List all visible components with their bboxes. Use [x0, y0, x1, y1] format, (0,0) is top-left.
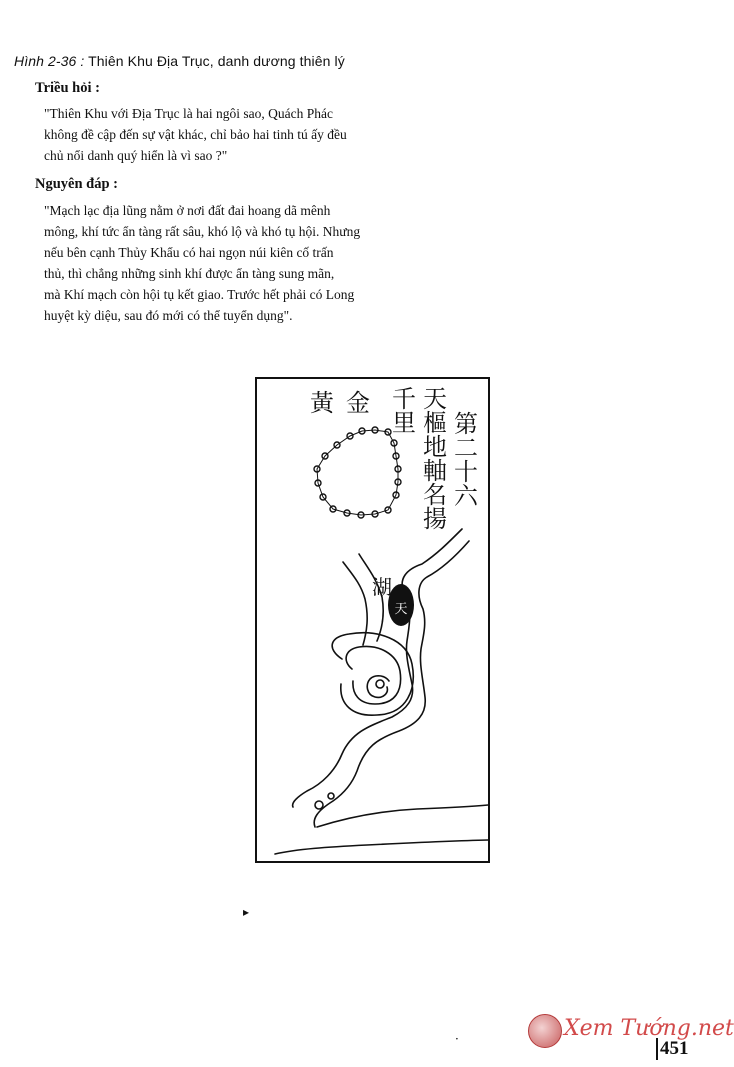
- cjk-char: 樞: [423, 409, 447, 437]
- watermark-text: Xem Tướng.net: [564, 1016, 734, 1041]
- lake-label: 湖: [372, 575, 392, 599]
- cjk-char: 天: [423, 385, 447, 413]
- cjk-char: 第: [454, 410, 478, 438]
- cjk-column-1: [453, 412, 479, 508]
- answer-line: nếu bên cạnh Thủy Khẩu có hai ngọn núi kiên cố trấn: [44, 245, 334, 260]
- cjk-char: 名: [423, 481, 447, 509]
- cjk-char: 軸: [423, 457, 447, 485]
- page-number: 451: [656, 1038, 689, 1060]
- answer-paragraph: [44, 200, 424, 326]
- answer-line: mà Khí mạch còn hội tụ kết giao. Trước hết phải có Long: [44, 287, 355, 302]
- cjk-char: 千: [392, 385, 416, 413]
- cjk-column-5: [309, 391, 335, 415]
- feng-shui-diagram: [255, 377, 490, 863]
- cjk-char: 六: [454, 482, 478, 510]
- ink-speck: ·: [455, 1032, 459, 1046]
- oval-label: 天: [394, 602, 408, 617]
- question-paragraph: [44, 103, 424, 166]
- cjk-char: 十: [454, 458, 478, 486]
- cjk-char: 金: [346, 389, 370, 417]
- answer-line: "Mạch lạc địa lũng nằm ở nơi đất đai hoang dã mênh: [44, 203, 331, 218]
- question-line: "Thiên Khu với Địa Trục là hai ngôi sao, Quách Phác: [44, 106, 333, 121]
- question-line: chủ nổi danh quý hiển là vì sao ?": [44, 148, 228, 163]
- answer-heading: Nguyên đáp :: [35, 176, 118, 192]
- answer-line: thủ, thì chẳng những sinh khí được ẩn tàng sung mãn,: [44, 266, 335, 281]
- figure-title: Thiên Khu Địa Trục, danh dương thiên lý: [88, 53, 345, 69]
- answer-line: huyệt kỳ diệu, sau đó mới có thể tuyển dụng".: [44, 308, 293, 323]
- yin-yang-icon: [528, 1014, 562, 1048]
- cjk-char: 地: [423, 433, 447, 461]
- cjk-char: 里: [392, 409, 416, 437]
- cjk-column-2: [422, 387, 448, 531]
- ink-speck: ▸: [243, 905, 250, 919]
- figure-number: Hình 2-36 :: [14, 53, 85, 69]
- cjk-char: 黃: [310, 389, 334, 417]
- star-ring: [314, 427, 401, 518]
- cjk-char: 揚: [423, 505, 447, 533]
- cjk-column-3: [391, 387, 417, 435]
- figure-caption: [14, 53, 345, 69]
- question-line: không đề cập đến sự vật khác, chỉ bảo hai tinh tú ấy đều: [44, 127, 347, 142]
- question-heading: Triều hỏi :: [35, 80, 100, 96]
- answer-line: mông, khí tức ẩn tàng rất sâu, khó lộ và khó tụ hội. Nhưng: [44, 224, 361, 239]
- cjk-column-4: [345, 391, 371, 415]
- cjk-char: 二: [454, 434, 478, 462]
